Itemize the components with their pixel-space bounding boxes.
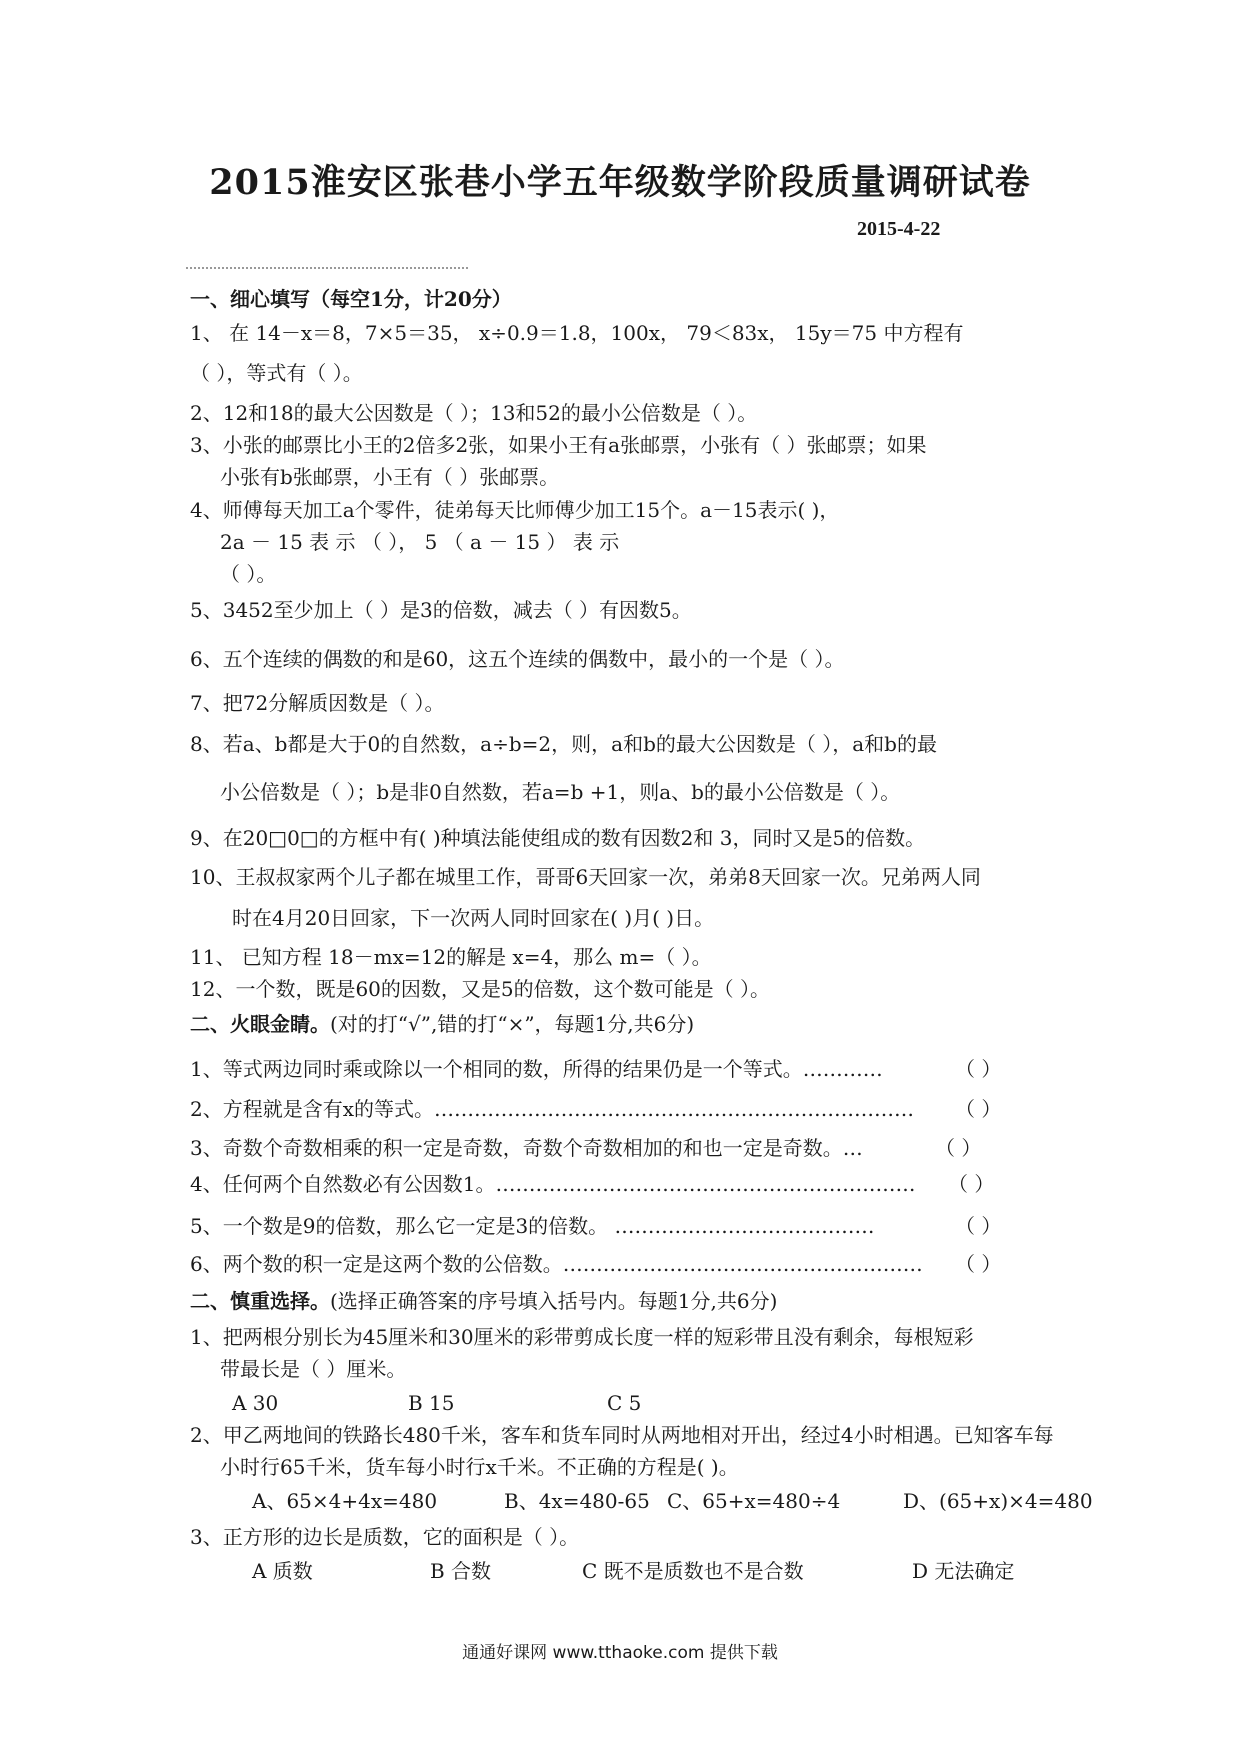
- choice-3-option-d[interactable]: D 无法确定: [912, 1559, 1015, 1583]
- question-2: 2、12和18的最大公因数是（ ）；13和52的最小公倍数是（ ）。: [190, 401, 758, 425]
- judge-item-1: 1、等式两边同时乘或除以一个相同的数，所得的结果仍是一个等式。…………: [190, 1057, 883, 1081]
- judge-item-2: 2、方程就是含有x的等式。………………………………………………………………: [190, 1097, 915, 1121]
- judge-item-3: 3、奇数个奇数相乘的积一定是奇数，奇数个奇数相加的和也一定是奇数。…: [190, 1136, 863, 1160]
- choice-1-line-1: 1、把两根分别长为45厘米和30厘米的彩带剪成长度一样的短彩带且没有剩余，每根短彩: [190, 1325, 974, 1349]
- choice-2-line-2: 小时行65千米，货车每小时行x千米。不正确的方程是( )。: [220, 1455, 739, 1479]
- section2-heading: [190, 1012, 694, 1036]
- choice-2-option-b[interactable]: B、4x=480-65: [504, 1489, 650, 1513]
- section2-title: 二、火眼金睛。: [190, 1012, 330, 1036]
- question-9: 9、在20□0□的方框中有( )种填法能使组成的数有因数2和 3，同时又是5的倍数。: [190, 826, 926, 850]
- question-8-line-2: 小公倍数是（ ）；b是非0自然数，若a=b +1，则a、b的最小公倍数是（ ）。: [220, 780, 901, 804]
- question-7: 7、把72分解质因数是（ ）。: [190, 691, 445, 715]
- question-11: 11、 已知方程 18－mx=12的解是 x=4，那么 m=（ ）。: [190, 945, 712, 969]
- page-title: 2015淮安区张巷小学五年级数学阶段质量调研试卷: [209, 162, 1031, 203]
- choice-2-option-a[interactable]: A、65×4+4x=480: [252, 1489, 438, 1513]
- choice-1-line-2: 带最长是（ ）厘米。: [220, 1357, 407, 1381]
- section3-note: (选择正确答案的序号填入括号内。每题1分,共6分): [330, 1289, 778, 1313]
- judge-blank-3[interactable]: （ ）: [935, 1136, 982, 1160]
- dotted-divider: [186, 267, 468, 269]
- question-1-line-2: （ ），等式有（ ）。: [190, 361, 363, 385]
- question-4-line-1: 4、师傅每天加工a个零件，徒弟每天比师傅少加工15个。a－15表示( )，: [190, 498, 840, 522]
- question-10-line-2: 时在4月20日回家，下一次两人同时回家在( )月( )日。: [232, 906, 715, 930]
- choice-1-option-c[interactable]: C 5: [607, 1391, 642, 1415]
- choice-3-option-c[interactable]: C 既不是质数也不是合数: [582, 1559, 804, 1583]
- exam-date: 2015-4-22: [857, 218, 941, 240]
- question-3-line-1: 3、小张的邮票比小王的2倍多2张，如果小王有a张邮票，小张有（ ）张邮票；如果: [190, 433, 927, 457]
- section3-title: 二、慎重选择。: [190, 1289, 330, 1313]
- choice-2-option-c[interactable]: C、65+x=480÷4: [667, 1489, 841, 1513]
- choice-3: 3、正方形的边长是质数，它的面积是（ ）。: [190, 1525, 580, 1549]
- question-1-line-1: 1、 在 14－x＝8，7×5＝35， x÷0.9＝1.8，100x， 79＜83x， 15y＝75 中方程有: [190, 321, 964, 345]
- question-4-line-3: （ ）。: [220, 562, 277, 586]
- section3-heading: [190, 1289, 777, 1313]
- footer-credit: 通通好课网 www.tthaoke.com 提供下载: [462, 1643, 778, 1663]
- question-3-line-2: 小张有b张邮票，小王有（ ）张邮票。: [220, 465, 560, 489]
- section2-note: (对的打“√”,错的打“×”，每题1分,共6分): [330, 1012, 695, 1036]
- question-6: 6、五个连续的偶数的和是60，这五个连续的偶数中，最小的一个是（ ）。: [190, 647, 845, 671]
- choice-1-option-b[interactable]: B 15: [408, 1391, 455, 1415]
- choice-2-line-1: 2、甲乙两地间的铁路长480千米，客车和货车同时从两地相对开出，经过4小时相遇。已知客车每: [190, 1423, 1054, 1447]
- choice-3-option-b[interactable]: B 合数: [430, 1559, 492, 1583]
- question-12: 12、一个数，既是60的因数，又是5的倍数，这个数可能是（ ）。: [190, 977, 770, 1001]
- judge-item-6: 6、两个数的积一定是这两个数的公倍数。………………………………………………: [190, 1252, 923, 1276]
- judge-blank-5[interactable]: （ ）: [955, 1214, 1002, 1238]
- judge-blank-2[interactable]: （ ）: [955, 1097, 1002, 1121]
- judge-blank-4[interactable]: （ ）: [948, 1172, 995, 1196]
- judge-blank-1[interactable]: （ ）: [955, 1057, 1002, 1081]
- question-4-line-2: 2a － 15 表 示 （ ）， 5 （ a － 15 ） 表 示: [220, 530, 620, 554]
- choice-2-option-d[interactable]: D、(65+x)×4=480: [903, 1489, 1093, 1513]
- question-10-line-1: 10、王叔叔家两个儿子都在城里工作，哥哥6天回家一次，弟弟8天回家一次。兄弟两人同: [190, 865, 981, 889]
- section1-heading: 一、细心填写（每空1分，计20分）: [190, 287, 512, 311]
- choice-1-option-a[interactable]: A 30: [232, 1391, 279, 1415]
- judge-item-4: 4、任何两个自然数必有公因数1。………………………………………………………: [190, 1172, 916, 1196]
- choice-3-option-a[interactable]: A 质数: [252, 1559, 313, 1583]
- question-5: 5、3452至少加上（ ）是3的倍数，减去（ ）有因数5。: [190, 598, 692, 622]
- judge-item-5: 5、一个数是9的倍数，那么它一定是3的倍数。 …………………………………: [190, 1214, 875, 1238]
- question-8-line-1: 8、若a、b都是大于0的自然数，a÷b=2，则，a和b的最大公因数是（ ），a和b的最: [190, 732, 937, 756]
- judge-blank-6[interactable]: （ ）: [955, 1252, 1002, 1276]
